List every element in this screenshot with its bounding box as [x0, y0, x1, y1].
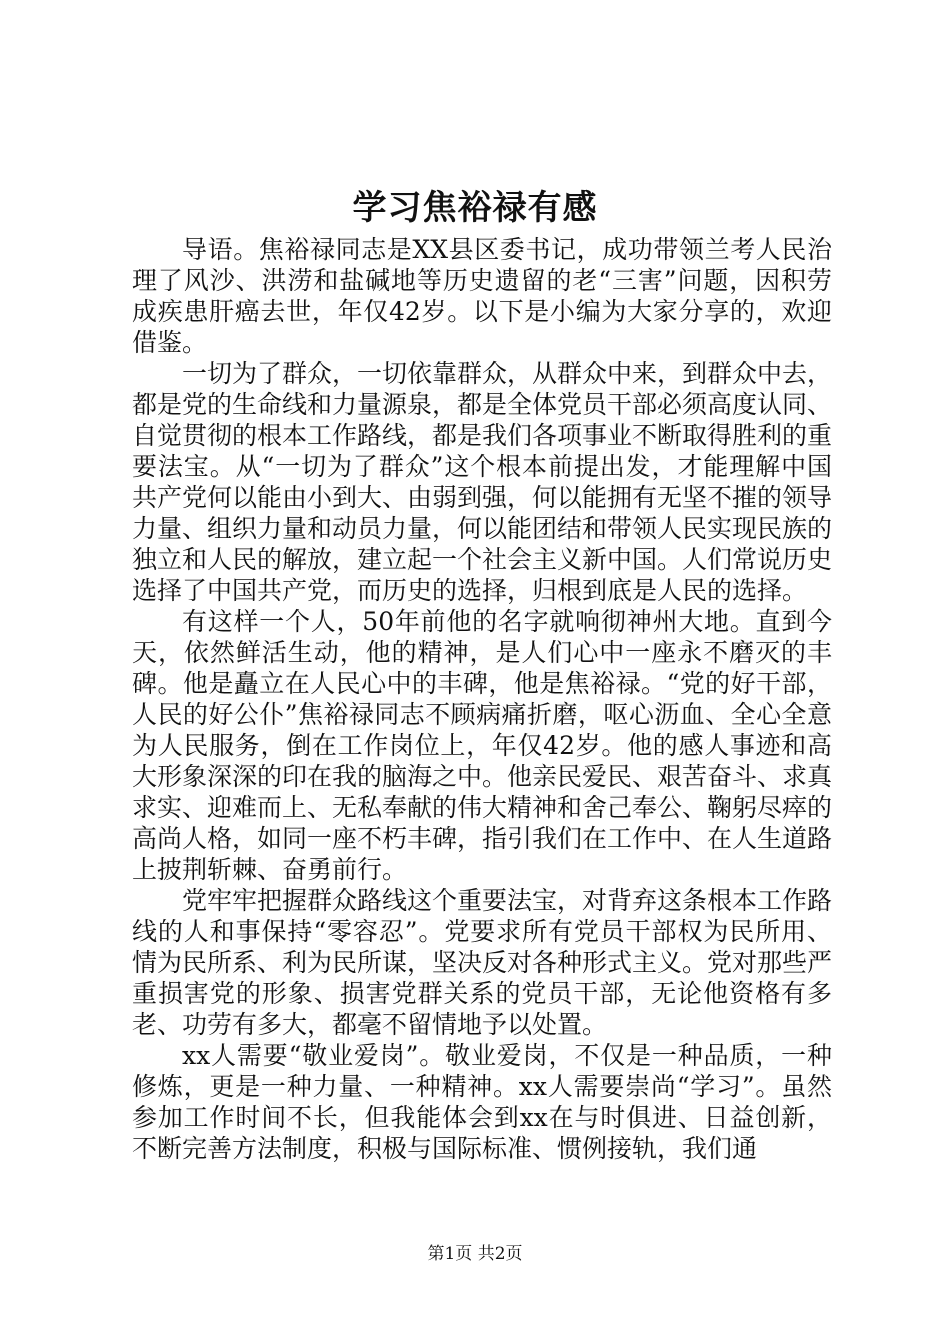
document-title: 学习焦裕禄有感 [352, 188, 598, 228]
paragraph: 党牢牢把握群众路线这个重要法宝，对背弃这条根本工作路线的人和事保持“零容忍”。党要求所有党员干部权为民所用、情为民所系、利为民所谋，坚决反对各种形式主义。党对那些严重损害党的形象、损害党群关系的党员干部，无论他资格有多老、功劳有多大，都毫不留情地予以处置。 [132, 886, 833, 1039]
document-body [132, 234, 832, 1164]
paragraph: 有这样一个人，50年前他的名字就响彻神州大地。直到今天，依然鲜活生动，他的精神，是人们心中一座永不磨灭的丰碑。他是矗立在人民心中的丰碑，他是焦裕禄。“党的好干部，人民的好公仆”焦裕禄同志不顾病痛折磨，呕心沥血、全心全意为人民服务，倒在工作岗位上，年仅42岁。他的感人事迹和高大形象深深的印在我的脑海之中。他亲民爱民、艰苦奋斗、求真求实、迎难而上、无私奉献的伟大精神和舍己奉公、鞠躬尽瘁的高尚人格，如同一座不朽丰碑，指引我们在工作中、在人生道路上披荆斩棘、奋勇前行。 [132, 607, 833, 884]
paragraph: 导语。焦裕禄同志是XX县区委书记，成功带领兰考人民治理了风沙、洪涝和盐碱地等历史遗留的老“三害”问题，因积劳成疾患肝癌去世，年仅42岁。以下是小编为大家分享的，欢迎借鉴。 [132, 235, 832, 357]
paragraph: xx人需要“敬业爱岗”。敬业爱岗，不仅是一种品质，一种修炼，更是一种力量、一种精神。xx人需要崇尚“学习”。虽然参加工作时间不长，但我能体会到xx在与时俱进、日益创新，不断完善方法制度，积极与国际标准、惯例接轨，我们通 [132, 1041, 832, 1163]
paragraph: 一切为了群众，一切依靠群众，从群众中来，到群众中去，都是党的生命线和力量源泉，都是全体党员干部必须高度认同、自觉贯彻的根本工作路线，都是我们各项事业不断取得胜利的重要法宝。从“一切为了群众”这个根本前提出发，才能理解中国共产党何以能由小到大、由弱到强，何以能拥有无坚不摧的领导力量、组织力量和动员力量，何以能团结和带领人民实现民族的独立和人民的解放，建立起一个社会主义新中国。人们常说历史选择了中国共产党，而历史的选择，归根到底是人民的选择。 [132, 359, 833, 605]
page-footer: 第1页 共2页 [427, 1244, 523, 1264]
